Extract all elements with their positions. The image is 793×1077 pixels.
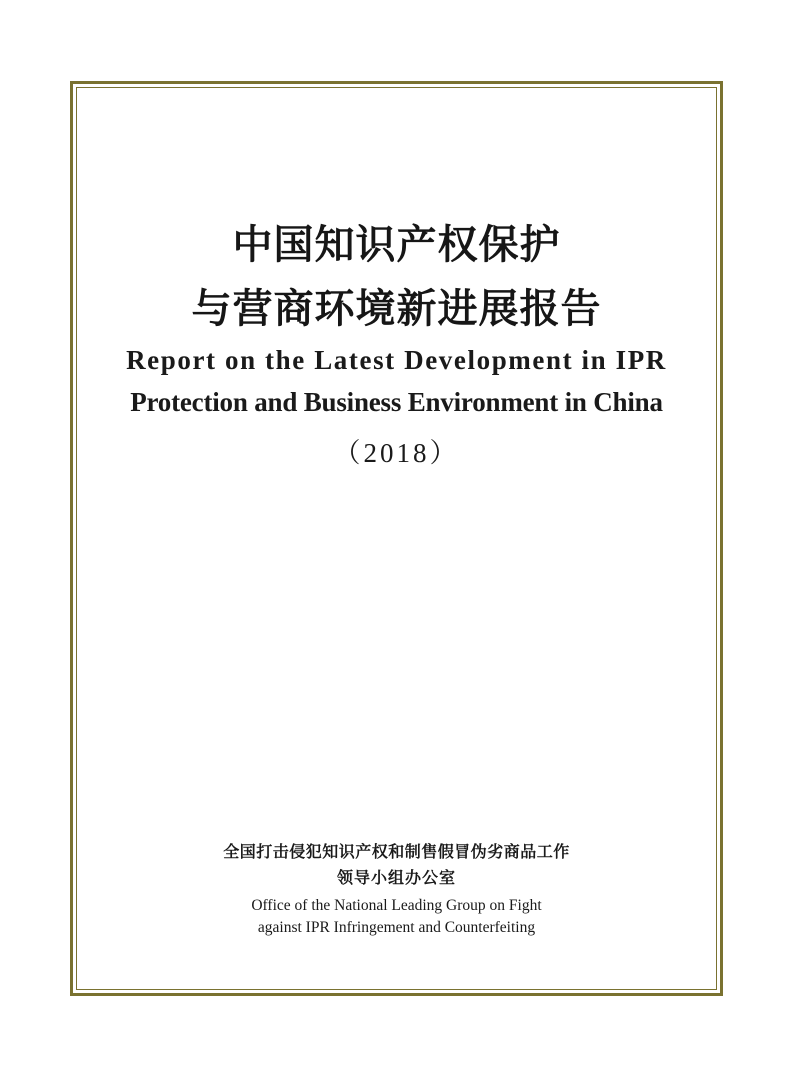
issuer-cn-line2: 领导小组办公室 [336, 868, 456, 887]
issuer-en-line2: against IPR Infringement and Counterfeiting [257, 919, 536, 936]
issuer-cn-line1: 全国打击侵犯知识产权和制售假冒伪劣商品工作 [223, 842, 570, 861]
title-en-line1: Report on the Latest Development in IPR [126, 345, 667, 375]
issuer-en-line1: Office of the National Leading Group on Fight [251, 897, 542, 914]
title-cn-line1: 中国知识产权保护 [232, 221, 561, 268]
title-en-line2: Protection and Business Environment in China [130, 387, 663, 417]
title-cn-line2: 与营商环境新进展报告 [191, 285, 602, 332]
report-year: （2018） [333, 438, 460, 468]
